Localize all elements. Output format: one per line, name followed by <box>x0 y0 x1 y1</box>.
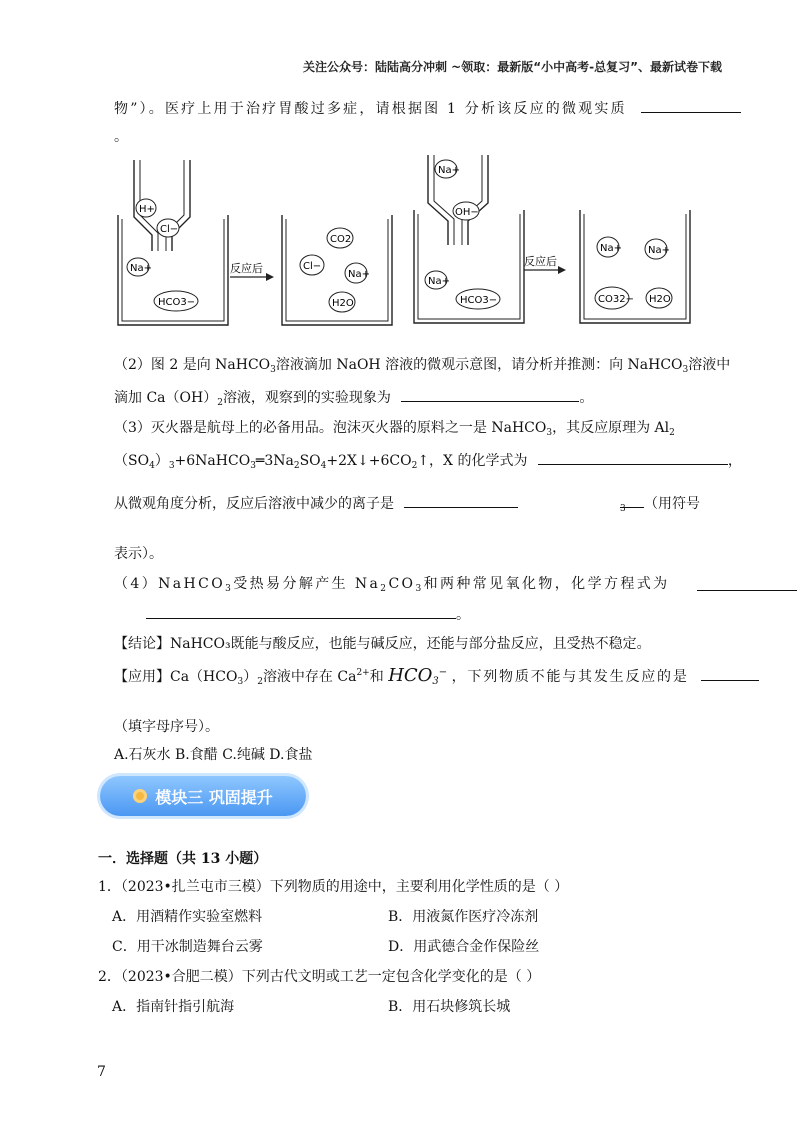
fig1-arrow <box>230 261 274 281</box>
fig2-after-ion-2: Na+ <box>648 245 670 256</box>
fig2-before-ion-3: Na+ <box>428 276 450 287</box>
fig1-after-mol-4: H2O <box>332 298 354 309</box>
q3-symbol-note: （用符号 <box>620 493 700 513</box>
q2-line2: 滴加 $Ca(OH)_2$溶液，观察到的实验现象为 。 <box>114 387 593 407</box>
q3-line2: $(SO_4)_3+6NaHCO_3═3Na_2SO_4+2X↓+6CO_2↑$，X 的化学式为 ， <box>114 450 742 470</box>
module-banner-label: 模块三 巩固提升 <box>155 787 273 807</box>
page-header: 关注公众号：陆陆高分冲刺 ~领取：最新版“小中高考-总复习”、最新试卷下载 <box>303 60 722 74</box>
badge-icon <box>133 789 147 803</box>
q2-line1: （2）图 2 是向 NaHCO$_3$溶液滴加 NaOH 溶液的微观示意图，请分析并推测：向 NaHCO$_3$溶液中 <box>114 357 731 375</box>
application-options: A.石灰水 B.食醋 C.纯碱 D.食盐 <box>114 747 313 763</box>
question-1-option-d[interactable]: D．用武德合金作保险丝 <box>388 939 540 955</box>
q1-answer-blank[interactable] <box>641 98 741 113</box>
section-heading: 一．选择题（共 13 小题） <box>98 851 268 867</box>
question-1-option-a[interactable]: A．用酒精作实验室燃料 <box>112 909 263 925</box>
fig2-before-beaker <box>414 155 524 323</box>
conclusion: 【结论】NaHCO₃既能与酸反应，也能与碱反应，还能与部分盐反应，且受热不稳定。 <box>114 636 651 652</box>
fig1-before-beaker <box>118 160 228 325</box>
fig2-arrow-label: 反应后 <box>524 255 557 268</box>
fig1-before-ion-2: Cl− <box>160 224 179 235</box>
fig2-before-ion-1: Na+ <box>438 165 460 176</box>
fig1-after-beaker <box>282 215 392 325</box>
application-answer-blank[interactable] <box>701 666 759 681</box>
q4-line1: （4）NaHCO$_3$受热易分解产生 $Na_2CO_3$和两种常见氧化物，化学方程式为 <box>114 576 670 594</box>
question-1-stem: 1．（2023•扎兰屯市三模）下列物质的用途中，主要利用化学性质的是（ ） <box>98 879 569 895</box>
fig1-before-ion-4: HCO3− <box>158 297 196 308</box>
fig2-after-beaker <box>580 210 690 323</box>
question-2-stem: 2．（2023•合肥二模）下列古代文明或工艺一定包含化学变化的是（ ） <box>98 969 541 985</box>
fig1-before-ion-3: Na+ <box>130 263 152 274</box>
reaction-micro-diagram <box>110 155 770 335</box>
q2-answer-blank[interactable] <box>401 387 579 402</box>
q3-ion-blank[interactable] <box>404 493 518 508</box>
module-banner <box>100 776 306 816</box>
q4-equation-blank-1[interactable] <box>697 575 797 591</box>
fig2-before-ion-2: OH− <box>455 207 479 218</box>
q3-subscript-3: 3 <box>620 504 626 514</box>
q3-x-formula-blank[interactable] <box>538 450 728 465</box>
q1-tail-line <box>114 98 741 118</box>
fig2-before-ion-4: HCO3− <box>460 295 498 306</box>
fig1-after-ion-2: Cl− <box>303 261 322 272</box>
application-line1: 【应用】$Ca(HCO_3)_2$溶液中存在 $Ca^{2+}$和 $HCO_3^-$ ，下列物质不能与其发生反应的是 <box>114 666 759 686</box>
q3-line3: 从微观角度分析，反应后溶液中减少的离子是 <box>114 493 518 513</box>
q1-tail-text: 物”）。医疗上用于治疗胃酸过多症，请根据图 1 分析该反应的微观实质 <box>114 101 627 117</box>
question-2-option-a[interactable]: A．指南针指引航海 <box>112 999 235 1015</box>
fig1-before-ion-1: H+ <box>139 204 155 215</box>
question-2-option-b[interactable]: B．用石块修筑长城 <box>388 999 511 1015</box>
q3-line1: （3）灭火器是航母上的必备用品。泡沫灭火器的原料之一是 NaHCO$_3$，其反应原理为 $Al_2$ <box>114 420 675 438</box>
fig1-after-mol-1: CO2 <box>330 234 352 245</box>
bicarbonate-ion: $HCO_3^-$ <box>388 665 448 687</box>
page-number: 7 <box>97 1064 106 1080</box>
fig2-after-mol-4: H2O <box>649 294 671 305</box>
fig2-after-ion-3: CO32− <box>598 294 634 305</box>
question-1-option-b[interactable]: B．用液氮作医疗冷冻剂 <box>388 909 539 925</box>
q3-line4: 表示）。 <box>114 546 163 562</box>
fig2-after-ion-1: Na+ <box>600 243 622 254</box>
fig2-arrow <box>524 254 566 274</box>
q1-period: 。 <box>114 129 128 145</box>
question-1-option-c[interactable]: C．用干冰制造舞台云雾 <box>112 939 263 955</box>
fig1-after-ion-3: Na+ <box>348 269 370 280</box>
q4-equation-blank-2[interactable] <box>146 604 456 619</box>
q4-line2: 。 <box>114 604 470 624</box>
fig1-arrow-label: 反应后 <box>230 262 263 275</box>
application-line2: （填字母序号）。 <box>114 719 219 735</box>
